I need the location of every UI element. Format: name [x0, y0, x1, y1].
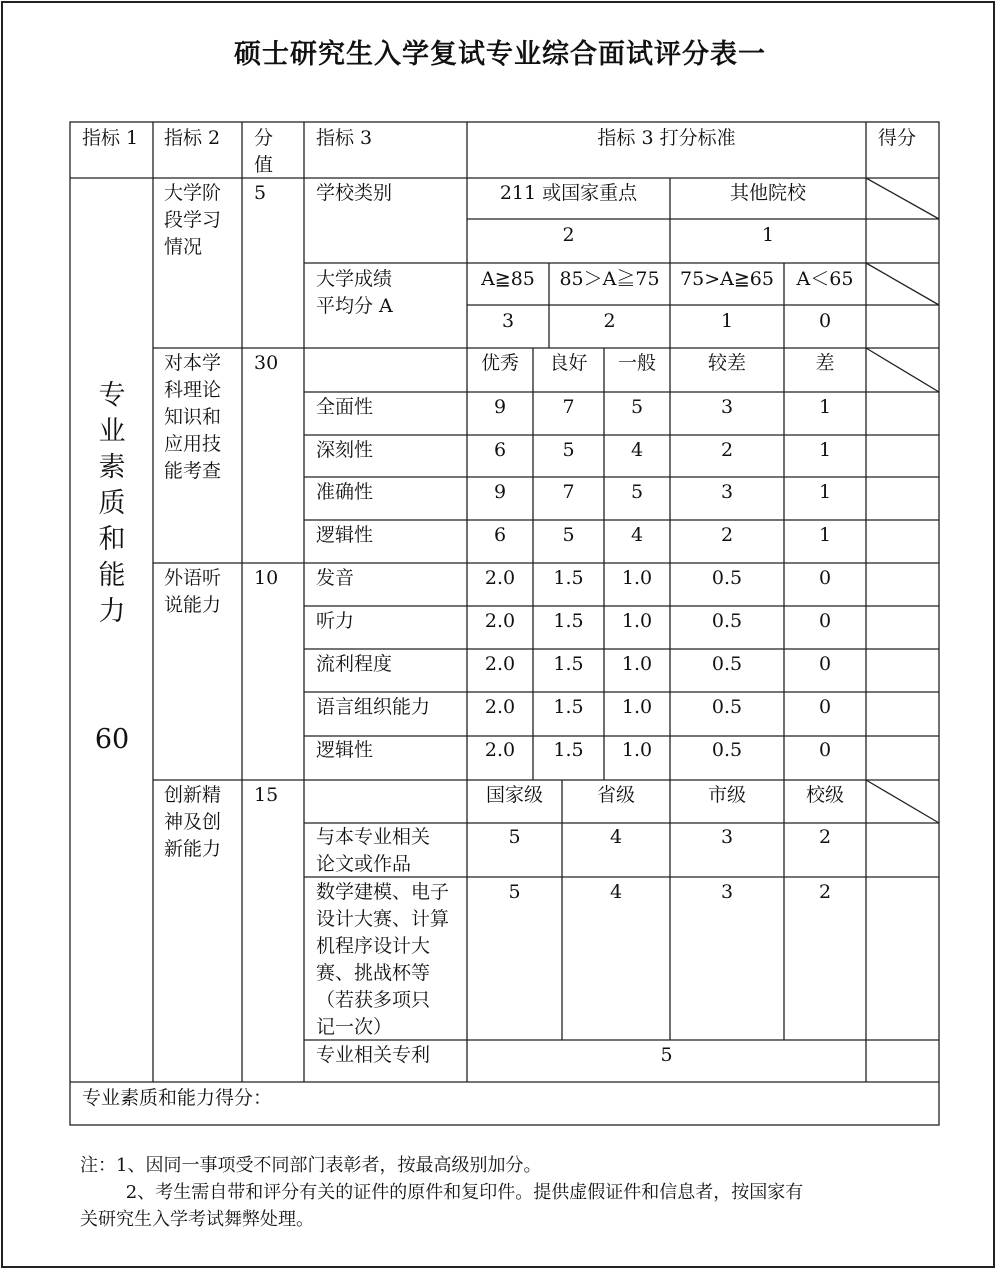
school-value: 2	[562, 224, 575, 246]
row-label: 发音	[316, 567, 355, 589]
row-value: 5	[562, 524, 575, 546]
row-value: 1.0	[621, 696, 653, 718]
gpa-range: A≧85	[481, 268, 535, 290]
section4-points: 15	[254, 784, 279, 806]
row-value: 0	[818, 739, 832, 761]
row-value: 6	[493, 524, 507, 546]
row-label: 数学建模、电子 设计大赛、计算 机程序设计大 赛、挑战杯等 （若获多项只 记一次）	[316, 881, 450, 1038]
row-value: 4	[630, 524, 644, 546]
school-type-label: 学校类别	[316, 182, 393, 204]
row-value: 5	[630, 481, 644, 503]
row-value: 7	[562, 396, 575, 418]
row-value: 1	[818, 396, 832, 418]
row-value: 0.5	[711, 739, 743, 761]
header-score-value: 分 值	[254, 127, 274, 176]
section2-name: 对本学 科理论 知识和 应用技 能考查	[164, 352, 222, 482]
patent-label: 专业相关专利	[316, 1044, 431, 1066]
row-value: 1.5	[553, 696, 584, 718]
row-value: 2	[720, 524, 734, 546]
category-char: 力	[98, 596, 126, 627]
row-label: 逻辑性	[316, 524, 374, 546]
row-value: 5	[562, 439, 575, 461]
gpa-value: 2	[603, 310, 616, 332]
row-value: 0.5	[711, 653, 743, 675]
row-value: 2.0	[484, 567, 516, 589]
header-indicator-1: 指标 1	[82, 127, 139, 149]
row-value: 3	[720, 881, 734, 903]
note-1: 注：1、因同一事项受不同部门表彰者，按最高级别加分。	[80, 1155, 542, 1176]
level-header: 校级	[805, 784, 844, 806]
category-char: 素	[98, 452, 126, 483]
gpa-value: 3	[501, 310, 515, 332]
row-label: 流利程度	[316, 653, 393, 675]
notes	[80, 1152, 920, 1233]
row-value: 0	[818, 696, 832, 718]
row-value: 2.0	[484, 739, 516, 761]
row-value: 6	[493, 439, 507, 461]
row-label: 准确性	[316, 481, 374, 503]
row-value: 1	[818, 439, 832, 461]
row-value: 2.0	[484, 610, 516, 632]
row-value: 0.5	[711, 696, 743, 718]
row-value: 2	[818, 881, 832, 903]
row-value: 2.0	[484, 653, 516, 675]
section1-name: 大学阶 段学习 情况	[164, 182, 222, 258]
row-value: 1	[818, 524, 832, 546]
gpa-range: A＜65	[796, 268, 854, 290]
category-char: 质	[98, 488, 126, 519]
row-value: 3	[720, 826, 734, 848]
row-value: 4	[609, 881, 623, 903]
row-value: 1.5	[553, 567, 584, 589]
row-value: 4	[609, 826, 623, 848]
header-indicator-2: 指标 2	[164, 127, 221, 149]
row-value: 1.0	[621, 610, 653, 632]
category-char: 和	[98, 524, 126, 555]
level-header: 优秀	[480, 352, 519, 374]
gpa-value: 1	[720, 310, 734, 332]
row-value: 1.0	[621, 567, 653, 589]
row-value: 2	[720, 439, 734, 461]
section4-name: 创新精 神及创 新能力	[164, 784, 222, 860]
row-value: 3	[720, 396, 734, 418]
note-2: 2、考生需自带和评分有关的证件的原件和复印件。提供虚假证件和信息者，按国家有	[80, 1182, 804, 1203]
gpa-range: 85＞A≧75	[559, 268, 660, 290]
category-char: 业	[98, 416, 126, 447]
row-value: 1.5	[553, 653, 584, 675]
row-value: 2	[818, 826, 832, 848]
category-label	[92, 378, 132, 630]
row-label: 与本专业相关 论文或作品	[316, 826, 431, 875]
row-label: 深刻性	[316, 439, 374, 461]
row-value: 0.5	[711, 610, 743, 632]
row-label: 语言组织能力	[316, 696, 431, 718]
row-value: 5	[508, 826, 521, 848]
gpa-value: 0	[818, 310, 832, 332]
row-value: 7	[562, 481, 575, 503]
patent-value: 5	[660, 1044, 673, 1066]
section3-points: 10	[254, 567, 279, 589]
page-title: 硕士研究生入学复试专业综合面试评分表一	[234, 39, 766, 70]
gpa-label: 大学成绩 平均分 A	[316, 268, 393, 317]
row-value: 1.0	[621, 653, 653, 675]
level-header: 省级	[596, 784, 635, 806]
row-value: 3	[720, 481, 734, 503]
row-value: 9	[493, 396, 507, 418]
gpa-range: 75>A≧65	[680, 268, 774, 290]
note-2-cont: 关研究生入学考试舞弊处理。	[80, 1209, 314, 1230]
row-label: 听力	[316, 610, 355, 632]
level-header: 较差	[707, 352, 746, 374]
row-value: 1	[818, 481, 832, 503]
row-value: 0.5	[711, 567, 743, 589]
level-header: 国家级	[485, 784, 543, 806]
category-char: 能	[98, 560, 126, 591]
row-value: 5	[508, 881, 521, 903]
section1-points: 5	[254, 182, 267, 204]
level-header: 一般	[617, 352, 656, 374]
level-header: 良好	[549, 352, 588, 374]
row-value: 0	[818, 653, 832, 675]
level-header: 差	[815, 352, 835, 374]
row-value: 4	[630, 439, 644, 461]
level-header: 市级	[707, 784, 746, 806]
row-value: 1.0	[621, 739, 653, 761]
school-option: 211 或国家重点	[499, 182, 638, 204]
row-value: 5	[630, 396, 644, 418]
row-value: 1.5	[553, 739, 584, 761]
category-char: 专	[98, 380, 126, 411]
row-value: 1.5	[553, 610, 584, 632]
header-indicator-3: 指标 3	[316, 127, 373, 149]
section2-points: 30	[254, 352, 279, 374]
row-value: 0	[818, 610, 832, 632]
header-criteria: 指标 3 打分标准	[597, 127, 736, 149]
row-value: 2.0	[484, 696, 516, 718]
row-label: 全面性	[316, 396, 374, 418]
row-value: 0	[818, 567, 832, 589]
category-points: 60	[94, 724, 130, 755]
row-value: 9	[493, 481, 507, 503]
row-label: 逻辑性	[316, 739, 374, 761]
section3-name: 外语听 说能力	[164, 567, 222, 616]
header-score: 得分	[878, 127, 917, 149]
school-value: 1	[761, 224, 775, 246]
total-score-label: 专业素质和能力得分：	[82, 1087, 273, 1109]
school-option: 其他院校	[729, 182, 806, 204]
